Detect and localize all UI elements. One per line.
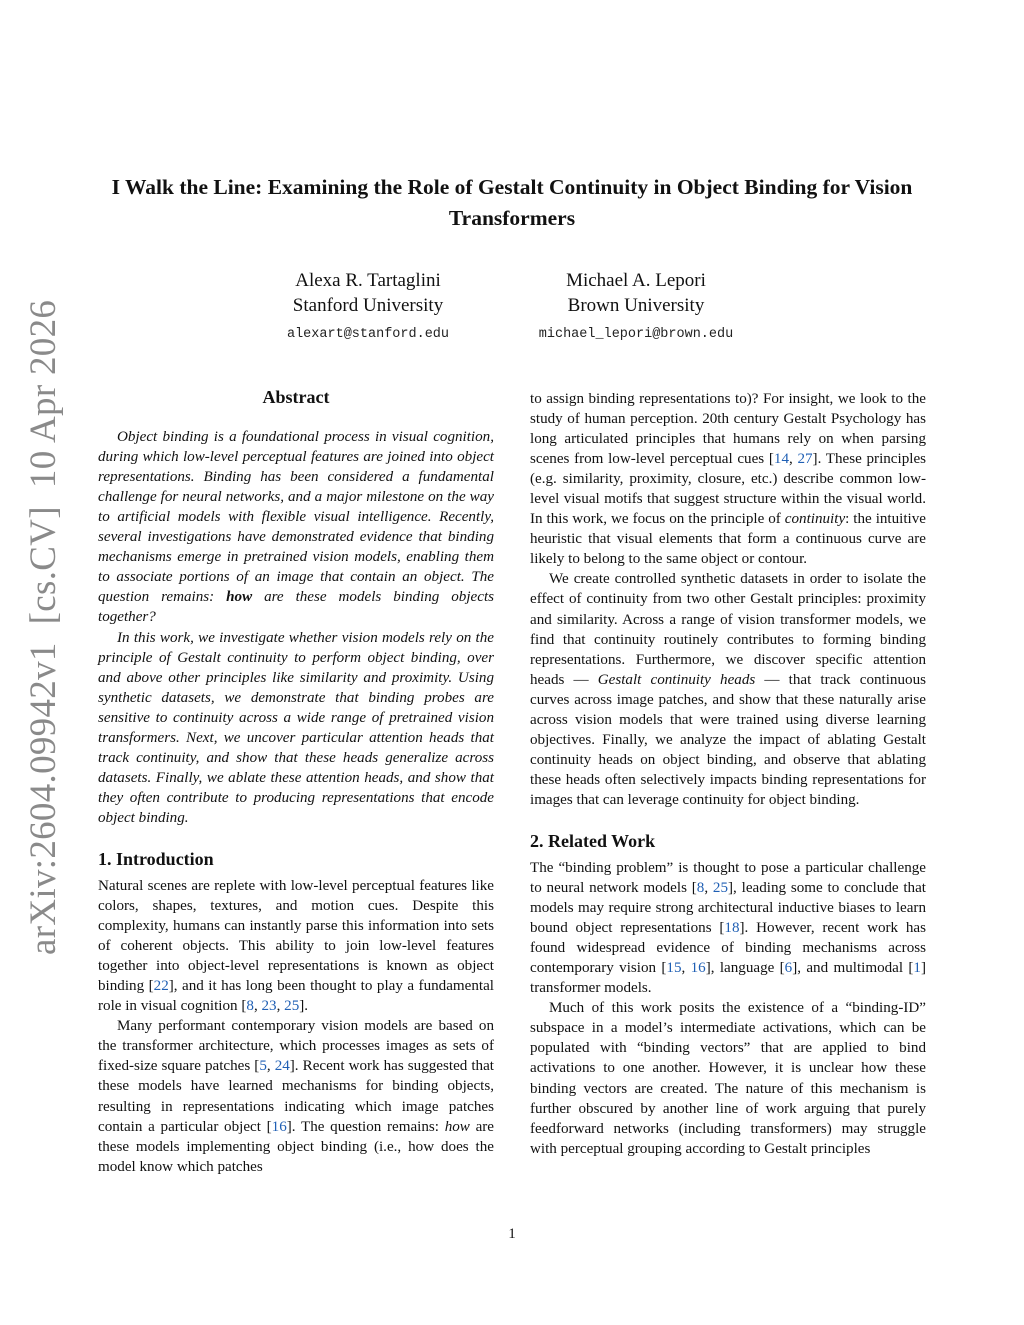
author-name: Alexa R. Tartaglini: [295, 270, 441, 291]
citation-link[interactable]: 6: [784, 960, 793, 977]
intro-paragraph: Many performant contemporary vision models are based on the transformer architecture, which processes images as sets of fixed-size square patches [5, 24]. Recent work has suggested that these models have learned mechanisms for binding objects, resulting in representations indicating which image patches contain a particular object [16]. The question remains: how are these models implementing object binding (i.e., how does the model know which patches: [98, 1018, 495, 1175]
citation-link[interactable]: 23: [261, 998, 277, 1015]
author-email: michael_lepori@brown.edu: [538, 327, 734, 342]
page-number: 1: [508, 1226, 516, 1242]
citation-link[interactable]: 16: [271, 1118, 287, 1135]
citation-link[interactable]: 14: [773, 451, 789, 468]
arxiv-identifier: [22, 282, 65, 955]
citation-link[interactable]: 25: [712, 880, 729, 897]
abstract-paragraph: Object binding is a foundational process in visual cognition, during which low-level perceptual features are joined into object representations. Binding has been considered a fundamental challenge for neural networks, and a major milestone on the way to artificial models with flexible visual intelligence. Recently, several investigations have demonstrated evidence that binding mechanisms emerge in pretrained vision models, enabling them to associate portions of an image that contain an object. The question remains: how are these models binding objects together?: [98, 429, 495, 626]
arxiv-date: 10 Apr 2026: [23, 299, 64, 489]
citation-link[interactable]: 18: [724, 920, 740, 937]
citation-link[interactable]: 16: [690, 960, 706, 977]
author-affiliation: Brown University: [567, 294, 705, 316]
related-paragraph: Much of this work posits the existence of a “binding-ID” subspace in a model’s intermediate activations, which can be populated with “binding vectors” that are applied to bind activations to one another. However, it is unclear how these binding vectors are created. The nature of this mechanism is further obscured by another line of work arguing that purely feedforward networks (including transformers) may struggle with perceptual grouping according to Gestalt principles: [530, 1000, 926, 1157]
right-column: [530, 389, 926, 1159]
citation-link[interactable]: 15: [666, 960, 682, 977]
intro-paragraph: We create controlled synthetic datasets in order to isolate the effect of continuity from two other Gestalt principles: proximity and similarity. Across a range of vision transformer models, we find that continuity routinely contributes to forming binding representations. Furthermore, we discover specific attention heads — Gestalt continuity heads — that track continuous curves across image patches, and show that these naturally arise across vision models that were trained using diverse learning objectives. Finally, we analyze the impact of ablating Gestalt continuity heads on object binding, and observe that ablating these heads often selectively impacts binding representations for images that can leverage continuity for object binding.: [530, 571, 926, 808]
intro-paragraph: Natural scenes are replete with low-level perceptual features like colors, shapes, textures, and motion cues. Despite this complexity, humans can instantly parse this information into sets of coherent objects. This ability to join low-level features together into object-level representations is known as object binding [22], and it has long been thought to play a fundamental role in visual cognition [8, 23, 25].: [98, 877, 494, 1015]
author-name: Michael A. Lepori: [566, 270, 706, 291]
abstract-paragraph: In this work, we investigate whether vision models rely on the principle of Gestalt continuity to perform object binding, over and above other principles like similarity and proximity. Using synthetic datasets, we demonstrate that binding probes are sensitive to continuity across a wide range of pretrained vision transformers. Next, we uncover particular attention heads that track continuity, and show that these heads generalize across datasets. Finally, we ablate these attention heads, and show that they often contribute to producing representations that encode object binding.: [98, 629, 494, 826]
arxiv-category: [cs.CV]: [23, 506, 64, 625]
intro-paragraph: to assign binding representations to)? For insight, we look to the study of human perception. 20th century Gestalt Psychology has long articulated principles that humans rely on when parsing scenes from low-level perceptual cues [14, 27]. These principles (e.g. similarity, proximity, closure, etc.) describe common low-level visual motifs that suggest structure within the visual world. In this work, we focus on the principle of continuity: the intuitive heuristic that visual elements that form a continuous curve are likely to belong to the same object or contour.: [530, 391, 927, 568]
author-affiliation: Stanford University: [292, 294, 444, 316]
citation-link[interactable]: 1: [913, 960, 921, 977]
paper-title: I Walk the Line: Examining the Role of Gestalt Continuity in Object Binding for Vision Transformers: [111, 175, 913, 230]
section-heading-related-work: 2. Related Work: [530, 830, 656, 851]
citation-link[interactable]: 27: [797, 451, 813, 468]
author-email: alexart@stanford.edu: [286, 327, 450, 342]
abstract-heading: Abstract: [262, 387, 330, 407]
citation-link[interactable]: 22: [153, 978, 169, 995]
author-2: [486, 269, 786, 348]
left-column: [98, 385, 494, 1177]
abstract-body: [98, 427, 494, 828]
citation-link[interactable]: 8: [246, 998, 254, 1015]
citation-link[interactable]: 24: [274, 1058, 290, 1075]
related-paragraph: The “binding problem” is thought to pose a particular challenge to neural network models [8, 25], leading some to conclude that models may require strong architectural inductive biases to learn bound object representations [18]. However, recent work has found widespread evidence of binding mechanisms across contemporary vision [15, 16], language [6], and multimodal [1] transformer models.: [530, 859, 927, 997]
citation-link[interactable]: 5: [259, 1058, 267, 1075]
author-1: [218, 269, 518, 348]
citation-link[interactable]: 8: [696, 880, 705, 897]
arxiv-id: arXiv:2604.09942v1: [23, 642, 64, 955]
citation-link[interactable]: 25: [284, 998, 300, 1015]
section-heading-introduction: 1. Introduction: [98, 848, 214, 869]
